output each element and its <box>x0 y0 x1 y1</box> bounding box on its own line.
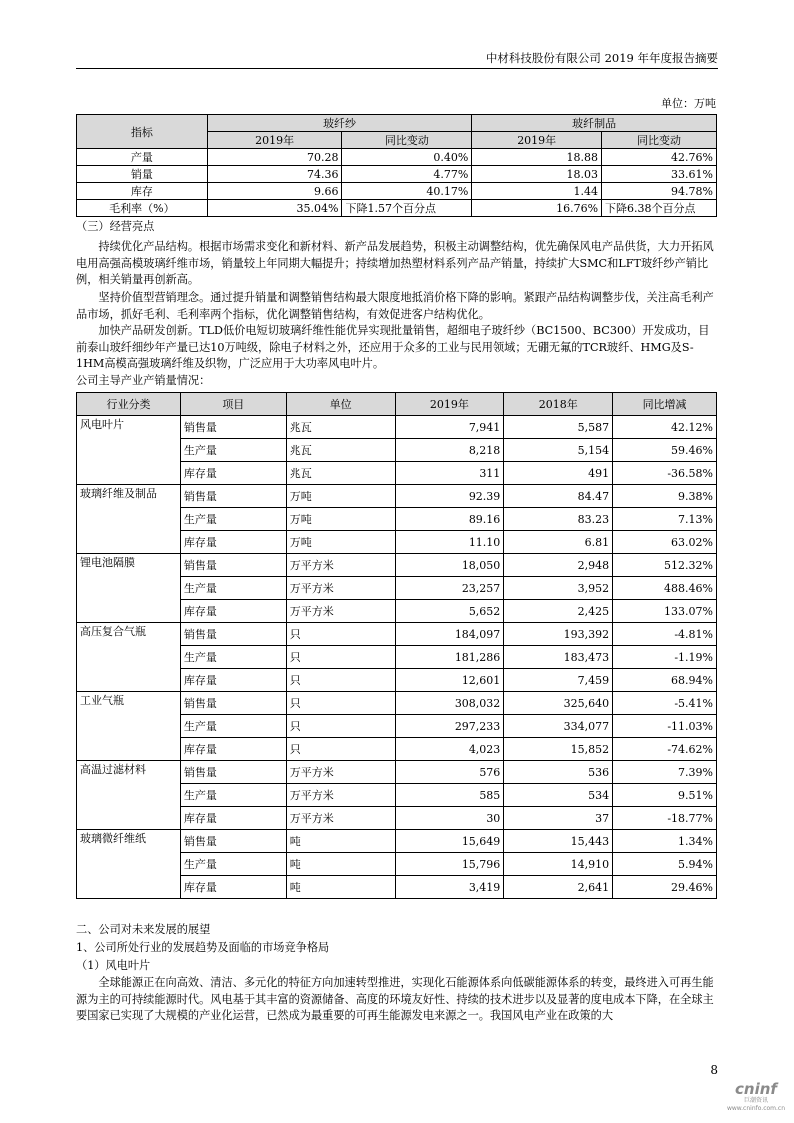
table-cell: 59.46% <box>613 439 717 462</box>
category-cell: 风电叶片 <box>77 416 181 485</box>
table-cell: 92.39 <box>395 485 504 508</box>
table-cell: 销售量 <box>180 761 286 784</box>
table-row <box>77 554 717 577</box>
table-cell: 9.38% <box>613 485 717 508</box>
table-cell: 512.32% <box>613 554 717 577</box>
table-cell: 308,032 <box>395 692 504 715</box>
table-cell: 2,425 <box>504 600 613 623</box>
sub-header: 同比变动 <box>602 132 717 149</box>
table-cell: 5,587 <box>504 416 613 439</box>
table-cell: 15,443 <box>504 830 613 853</box>
table-cell: 325,640 <box>504 692 613 715</box>
table-cell: 只 <box>286 738 395 761</box>
table-cell: 库存量 <box>180 600 286 623</box>
table-cell: 181,286 <box>395 646 504 669</box>
table-cell: 94.78% <box>602 183 717 200</box>
table-cell: 18,050 <box>395 554 504 577</box>
category-cell: 工业气瓶 <box>77 692 181 761</box>
table-cell: 15,852 <box>504 738 613 761</box>
table-cell: 7.13% <box>613 508 717 531</box>
table-cell: 536 <box>504 761 613 784</box>
table-cell: 库存量 <box>180 462 286 485</box>
table-cell: 311 <box>395 462 504 485</box>
table-cell: 5,154 <box>504 439 613 462</box>
table-cell: -5.41% <box>613 692 717 715</box>
table-cell: 销售量 <box>180 416 286 439</box>
table-cell: 万平方米 <box>286 761 395 784</box>
table-cell: 生产量 <box>180 439 286 462</box>
table-cell: 销售量 <box>180 554 286 577</box>
table-cell: 1.34% <box>613 830 717 853</box>
table-cell: 6.81 <box>504 531 613 554</box>
unit-label: 单位：万吨 <box>661 97 716 110</box>
table-cell: 37 <box>504 807 613 830</box>
table-cell: -1.19% <box>613 646 717 669</box>
column-header: 项目 <box>180 393 286 416</box>
table-cell: 销量 <box>77 166 208 183</box>
table-cell: 74.36 <box>207 166 342 183</box>
glass-fiber-table <box>76 114 717 217</box>
table-cell: 生产量 <box>180 853 286 876</box>
table-cell: 9.51% <box>613 784 717 807</box>
table-cell: 7,459 <box>504 669 613 692</box>
category-cell: 玻璃微纤维纸 <box>77 830 181 899</box>
table-cell: 万平方米 <box>286 554 395 577</box>
category-cell: 高温过滤材料 <box>77 761 181 830</box>
product-sales-table <box>76 392 717 899</box>
table-cell: 生产量 <box>180 715 286 738</box>
table-cell: -18.77% <box>613 807 717 830</box>
table-cell: 534 <box>504 784 613 807</box>
table-cell: 585 <box>395 784 504 807</box>
table-cell: 5.94% <box>613 853 717 876</box>
group-header: 玻纤纱 <box>207 115 472 132</box>
sub-header: 同比变动 <box>342 132 472 149</box>
table-cell: 万平方米 <box>286 577 395 600</box>
table-cell: 库存量 <box>180 807 286 830</box>
table-cell: 133.07% <box>613 600 717 623</box>
table-cell: 29.46% <box>613 876 717 899</box>
table-cell: 83.23 <box>504 508 613 531</box>
table-cell: 576 <box>395 761 504 784</box>
sub-header: 2019年 <box>472 132 602 149</box>
table-row <box>77 623 717 646</box>
table-cell: 63.02% <box>613 531 717 554</box>
section-heading: （三）经营亮点 <box>76 220 155 233</box>
column-header: 行业分类 <box>77 393 181 416</box>
table-cell: 7,941 <box>395 416 504 439</box>
column-header: 同比增减 <box>613 393 717 416</box>
table-cell: 193,392 <box>504 623 613 646</box>
table-cell: 吨 <box>286 830 395 853</box>
table-cell: 297,233 <box>395 715 504 738</box>
table-cell: 库存量 <box>180 531 286 554</box>
table-cell: 只 <box>286 623 395 646</box>
table-cell: 吨 <box>286 853 395 876</box>
table-row <box>77 692 717 715</box>
table-cell: 万吨 <box>286 485 395 508</box>
table-cell: 产量 <box>77 149 208 166</box>
table-cell: 491 <box>504 462 613 485</box>
column-header: 单位 <box>286 393 395 416</box>
table-cell: 40.17% <box>342 183 472 200</box>
table-cell: 毛利率（%） <box>77 200 208 217</box>
table-cell: 只 <box>286 669 395 692</box>
group-header: 玻纤制品 <box>472 115 717 132</box>
table-cell: 销售量 <box>180 830 286 853</box>
table-cell: 万吨 <box>286 531 395 554</box>
table-row <box>77 149 717 166</box>
table-cell: 488.46% <box>613 577 717 600</box>
table-cell: 35.04% <box>207 200 342 217</box>
table-cell: 11.10 <box>395 531 504 554</box>
table-cell: 14,910 <box>504 853 613 876</box>
table-cell: 库存量 <box>180 738 286 761</box>
table-cell: 18.88 <box>472 149 602 166</box>
table-cell: 万吨 <box>286 508 395 531</box>
table-cell: 3,419 <box>395 876 504 899</box>
table-cell: 12,601 <box>395 669 504 692</box>
table-cell: 吨 <box>286 876 395 899</box>
table-cell: 8,218 <box>395 439 504 462</box>
table-cell: 334,077 <box>504 715 613 738</box>
header-rule <box>76 68 718 69</box>
table-cell: 33.61% <box>602 166 717 183</box>
table-cell: 183,473 <box>504 646 613 669</box>
table-row <box>77 830 717 853</box>
table-cell: 库存量 <box>180 669 286 692</box>
page-header: 中材科技股份有限公司 2019 年年度报告摘要 <box>485 51 718 65</box>
table-cell: -36.58% <box>613 462 717 485</box>
table-row <box>77 183 717 200</box>
table-cell: 4.77% <box>342 166 472 183</box>
table-cell: 兆瓦 <box>286 462 395 485</box>
subsection-heading: 1、公司所处行业的发展趋势及面临的市场竞争格局 <box>76 941 330 954</box>
table-cell: 库存量 <box>180 876 286 899</box>
table-cell: 兆瓦 <box>286 439 395 462</box>
table-cell: 184,097 <box>395 623 504 646</box>
table-cell: 库存 <box>77 183 208 200</box>
table-cell: 68.94% <box>613 669 717 692</box>
logo-text: cninf <box>735 1080 777 1098</box>
table-cell: 70.28 <box>207 149 342 166</box>
table-cell: 23,257 <box>395 577 504 600</box>
table-cell: 生产量 <box>180 577 286 600</box>
table-cell: 万平方米 <box>286 807 395 830</box>
table-cell: 5,652 <box>395 600 504 623</box>
column-header: 2019年 <box>395 393 504 416</box>
paragraph: 坚持价值型营销理念。通过提升销量和调整销售结构最大限度地抵消价格下降的影响。紧跟产品结构调整步伐，关注高毛利产品市场，抓好毛利、毛利率两个指标，优化调整销售结构，有效促进客户结构优化。 <box>76 291 714 321</box>
paragraph: 持续优化产品结构。根据市场需求变化和新材料、新产品发展趋势，积极主动调整结构，优先确保风电产品供货，大力开拓风电用高强高模玻璃纤维市场，销量较上年同期大幅提升；持续增加热塑材料系列产品产销量，持续扩大SMC和LFT玻纤纱产销比例，相关销量再创新高。 <box>76 240 714 286</box>
table-cell: 84.47 <box>504 485 613 508</box>
category-cell: 玻璃纤维及制品 <box>77 485 181 554</box>
paragraph: 全球能源正在向高效、清洁、多元化的特征方向加速转型推进，实现化石能源体系向低碳能源体系的转变，最终进入可再生能源为主的可持续能源时代。风电基于其丰富的资源储备、高度的环境友好性、持续的技术进步以及显著的度电成本下降，在全球主要国家已实现了大规模的产业化运营，已然成为最重要的可再生能源发电来源之一。我国风电产业在政策的大 <box>76 976 714 1022</box>
table-cell: 42.12% <box>613 416 717 439</box>
table-cell: 9.66 <box>207 183 342 200</box>
table-cell: 30 <box>395 807 504 830</box>
table-cell: 生产量 <box>180 784 286 807</box>
table-row <box>77 166 717 183</box>
section-heading: 二、公司对未来发展的展望 <box>76 923 211 936</box>
table-row <box>77 761 717 784</box>
table-cell: 18.03 <box>472 166 602 183</box>
column-header: 2018年 <box>504 393 613 416</box>
indicator-header: 指标 <box>77 115 208 149</box>
table-cell: 3,952 <box>504 577 613 600</box>
page-number: 8 <box>710 1063 718 1077</box>
table-cell: 生产量 <box>180 646 286 669</box>
table-cell: 42.76% <box>602 149 717 166</box>
paragraph: 加快产品研发创新。TLD低价电短切玻璃纤维性能优异实现批量销售，超细电子玻纤纱（BC1500、BC300）开发成功，目前泰山玻纤细纱年产量已达10万吨级，除电子材料之外，还应用于众多的工业与民用领域；无硼无氟的TCR玻纤、HMG及S-1HM高模高强玻璃纤维及织物，广泛应用于大功率风电叶片。 <box>76 324 710 370</box>
table-cell: 只 <box>286 646 395 669</box>
table-cell: 16.76% <box>472 200 602 217</box>
table-cell: 只 <box>286 715 395 738</box>
table-row <box>77 416 717 439</box>
table-cell: 2,641 <box>504 876 613 899</box>
table-cell: 2,948 <box>504 554 613 577</box>
table-row <box>77 200 717 217</box>
table-cell: 兆瓦 <box>286 416 395 439</box>
table-cell: -4.81% <box>613 623 717 646</box>
table-cell: 4,023 <box>395 738 504 761</box>
table-cell: -11.03% <box>613 715 717 738</box>
table-cell: 销售量 <box>180 623 286 646</box>
table-cell: 15,796 <box>395 853 504 876</box>
table-caption: 公司主导产业产销量情况： <box>76 374 211 387</box>
subsection-heading: （1）风电叶片 <box>76 959 151 972</box>
table-cell: -74.62% <box>613 738 717 761</box>
logo-subtitle: 巨潮资讯 <box>743 1097 768 1104</box>
table-cell: 生产量 <box>180 508 286 531</box>
table-cell: 1.44 <box>472 183 602 200</box>
table-cell: 0.40% <box>342 149 472 166</box>
table-cell: 只 <box>286 692 395 715</box>
cninfo-logo <box>726 1082 786 1113</box>
category-cell: 高压复合气瓶 <box>77 623 181 692</box>
category-cell: 锂电池隔膜 <box>77 554 181 623</box>
table-cell: 万平方米 <box>286 600 395 623</box>
table-cell: 89.16 <box>395 508 504 531</box>
table-cell: 万平方米 <box>286 784 395 807</box>
table-cell: 7.39% <box>613 761 717 784</box>
table-cell: 15,649 <box>395 830 504 853</box>
table-cell: 销售量 <box>180 485 286 508</box>
sub-header: 2019年 <box>207 132 342 149</box>
table-cell: 下降6.38个百分点 <box>602 200 717 217</box>
table-cell: 下降1.57个百分点 <box>342 200 472 217</box>
table-row <box>77 485 717 508</box>
logo-url: www.cninfo.com.cn <box>726 1105 786 1112</box>
table-cell: 销售量 <box>180 692 286 715</box>
